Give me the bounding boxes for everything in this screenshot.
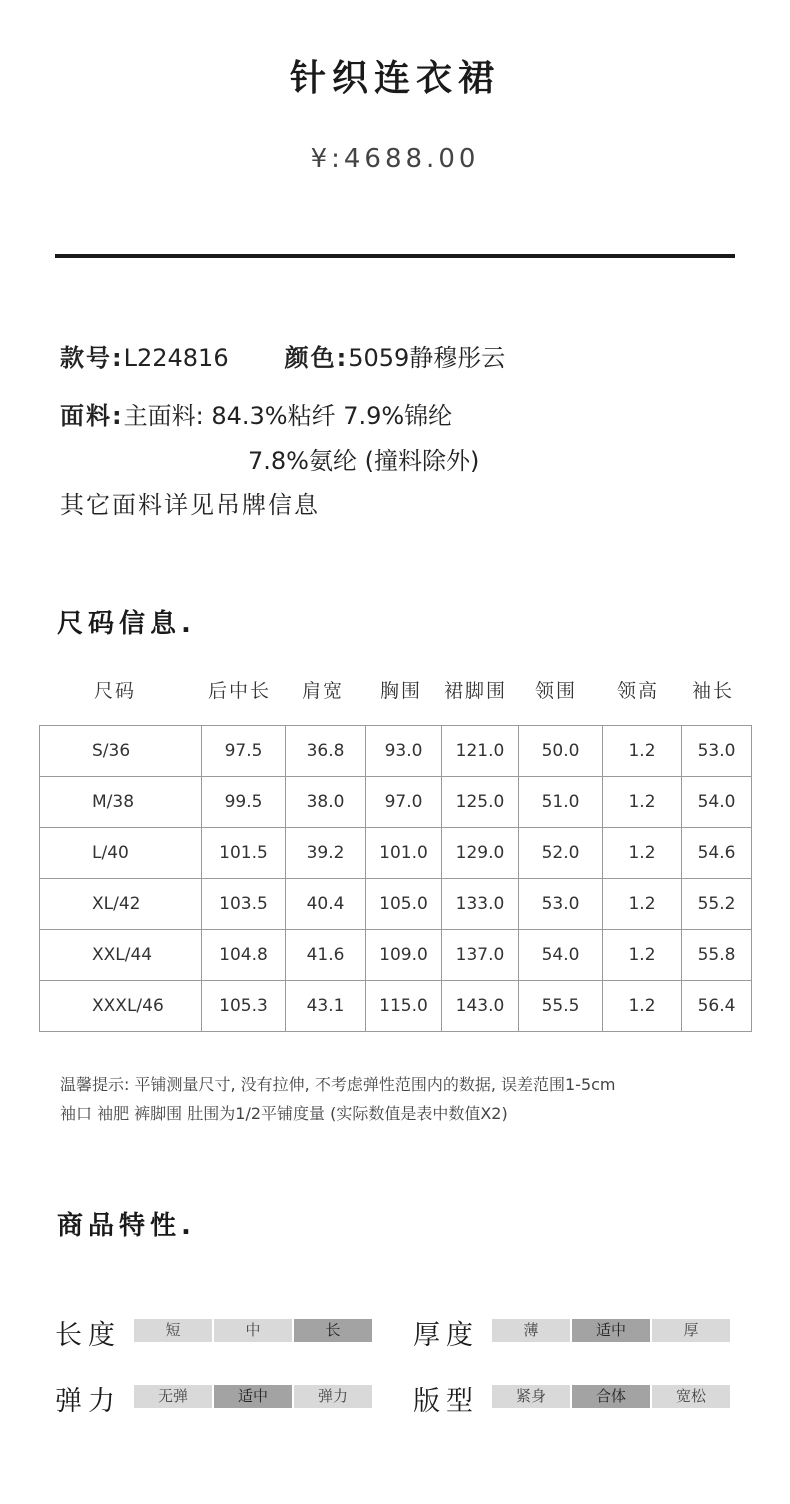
feature-option: 宽松 xyxy=(652,1385,730,1408)
table-cell: 133.0 xyxy=(442,879,519,930)
table-cell: 54.6 xyxy=(682,828,752,879)
feature-option: 合体 xyxy=(572,1385,650,1408)
table-cell: 129.0 xyxy=(442,828,519,879)
color-value: 5059静穆彤云 xyxy=(348,344,506,372)
feature-length-label: 长度 xyxy=(55,1320,121,1351)
table-cell: 97.0 xyxy=(366,777,442,828)
table-cell: 1.2 xyxy=(603,828,682,879)
table-cell: 54.0 xyxy=(519,930,603,981)
table-cell: 1.2 xyxy=(603,726,682,777)
table-cell: 53.0 xyxy=(519,879,603,930)
size-cell: L/40 xyxy=(40,828,202,879)
table-cell: 55.2 xyxy=(682,879,752,930)
table-cell: 93.0 xyxy=(366,726,442,777)
measurement-note-2: 袖口 袖肥 裤脚围 肚围为1/2平铺度量 (实际数值是表中数值X2) xyxy=(60,1104,508,1123)
table-cell: 137.0 xyxy=(442,930,519,981)
table-cell: 41.6 xyxy=(286,930,366,981)
header-sleeve: 袖长 xyxy=(692,680,735,702)
fabric-line-1 xyxy=(60,396,452,431)
size-cell: XXL/44 xyxy=(40,930,202,981)
size-table xyxy=(39,725,752,1032)
feature-option: 适中 xyxy=(572,1319,650,1342)
header-hem: 裙脚围 xyxy=(444,680,508,702)
table-cell: 50.0 xyxy=(519,726,603,777)
table-cell: 38.0 xyxy=(286,777,366,828)
product-title: 针织连衣裙 xyxy=(289,58,500,99)
table-cell: 105.0 xyxy=(366,879,442,930)
size-cell: M/38 xyxy=(40,777,202,828)
table-cell: 53.0 xyxy=(682,726,752,777)
fabric-label: 面料: xyxy=(60,402,124,430)
table-cell: 99.5 xyxy=(202,777,286,828)
table-cell: 54.0 xyxy=(682,777,752,828)
feature-thickness-label: 厚度 xyxy=(413,1320,479,1351)
table-row xyxy=(40,777,752,828)
table-cell: 115.0 xyxy=(366,981,442,1032)
fabric-main: 主面料: 84.3%粘纤 7.9%锦纶 xyxy=(123,402,453,430)
table-cell: 55.8 xyxy=(682,930,752,981)
table-cell: 109.0 xyxy=(366,930,442,981)
product-price: ¥:4688.00 xyxy=(310,144,480,174)
feature-option: 中 xyxy=(214,1319,292,1342)
table-cell: 36.8 xyxy=(286,726,366,777)
feature-option: 无弹 xyxy=(134,1385,212,1408)
table-cell: 51.0 xyxy=(519,777,603,828)
style-color-line xyxy=(60,338,505,373)
table-cell: 105.3 xyxy=(202,981,286,1032)
table-row xyxy=(40,828,752,879)
feature-elasticity-label: 弹力 xyxy=(55,1386,121,1417)
table-cell: 56.4 xyxy=(682,981,752,1032)
table-cell: 1.2 xyxy=(603,777,682,828)
header-back-length: 后中长 xyxy=(208,680,272,702)
feature-option: 薄 xyxy=(492,1319,570,1342)
feature-option: 紧身 xyxy=(492,1385,570,1408)
header-neck: 领围 xyxy=(535,680,578,702)
table-row xyxy=(40,930,752,981)
table-cell: 1.2 xyxy=(603,930,682,981)
style-label: 款号: xyxy=(60,344,124,372)
header-collar-height: 领高 xyxy=(617,680,660,702)
features-section-title: 商品特性. xyxy=(57,1211,196,1241)
size-section-title: 尺码信息. xyxy=(57,609,196,639)
table-cell: 1.2 xyxy=(603,981,682,1032)
fabric-line-2: 7.8%氨纶 (撞料除外) xyxy=(248,447,480,475)
table-cell: 121.0 xyxy=(442,726,519,777)
table-cell: 101.5 xyxy=(202,828,286,879)
table-cell: 125.0 xyxy=(442,777,519,828)
header-divider xyxy=(55,254,735,258)
feature-option: 长 xyxy=(294,1319,372,1342)
feature-option: 短 xyxy=(134,1319,212,1342)
table-cell: 143.0 xyxy=(442,981,519,1032)
header-shoulder: 肩宽 xyxy=(302,680,345,702)
size-cell: S/36 xyxy=(40,726,202,777)
feature-option: 厚 xyxy=(652,1319,730,1342)
table-cell: 43.1 xyxy=(286,981,366,1032)
size-table-header xyxy=(40,676,750,706)
fabric-other: 其它面料详见吊牌信息 xyxy=(60,491,320,519)
table-cell: 103.5 xyxy=(202,879,286,930)
table-cell: 97.5 xyxy=(202,726,286,777)
table-cell: 52.0 xyxy=(519,828,603,879)
table-row xyxy=(40,981,752,1032)
feature-fit-label: 版型 xyxy=(413,1386,479,1417)
style-value: L224816 xyxy=(123,344,229,372)
feature-option: 弹力 xyxy=(294,1385,372,1408)
table-cell: 55.5 xyxy=(519,981,603,1032)
header-bust: 胸围 xyxy=(380,680,423,702)
color-label: 颜色: xyxy=(284,344,349,372)
table-row xyxy=(40,726,752,777)
table-cell: 101.0 xyxy=(366,828,442,879)
table-cell: 40.4 xyxy=(286,879,366,930)
table-cell: 1.2 xyxy=(603,879,682,930)
size-cell: XXXL/46 xyxy=(40,981,202,1032)
table-cell: 39.2 xyxy=(286,828,366,879)
table-cell: 104.8 xyxy=(202,930,286,981)
measurement-note-1: 温馨提示: 平铺测量尺寸, 没有拉伸, 不考虑弹性范围内的数据, 误差范围1-5cm xyxy=(60,1075,616,1094)
header-size: 尺码 xyxy=(94,680,137,702)
table-row xyxy=(40,879,752,930)
feature-option: 适中 xyxy=(214,1385,292,1408)
size-cell: XL/42 xyxy=(40,879,202,930)
